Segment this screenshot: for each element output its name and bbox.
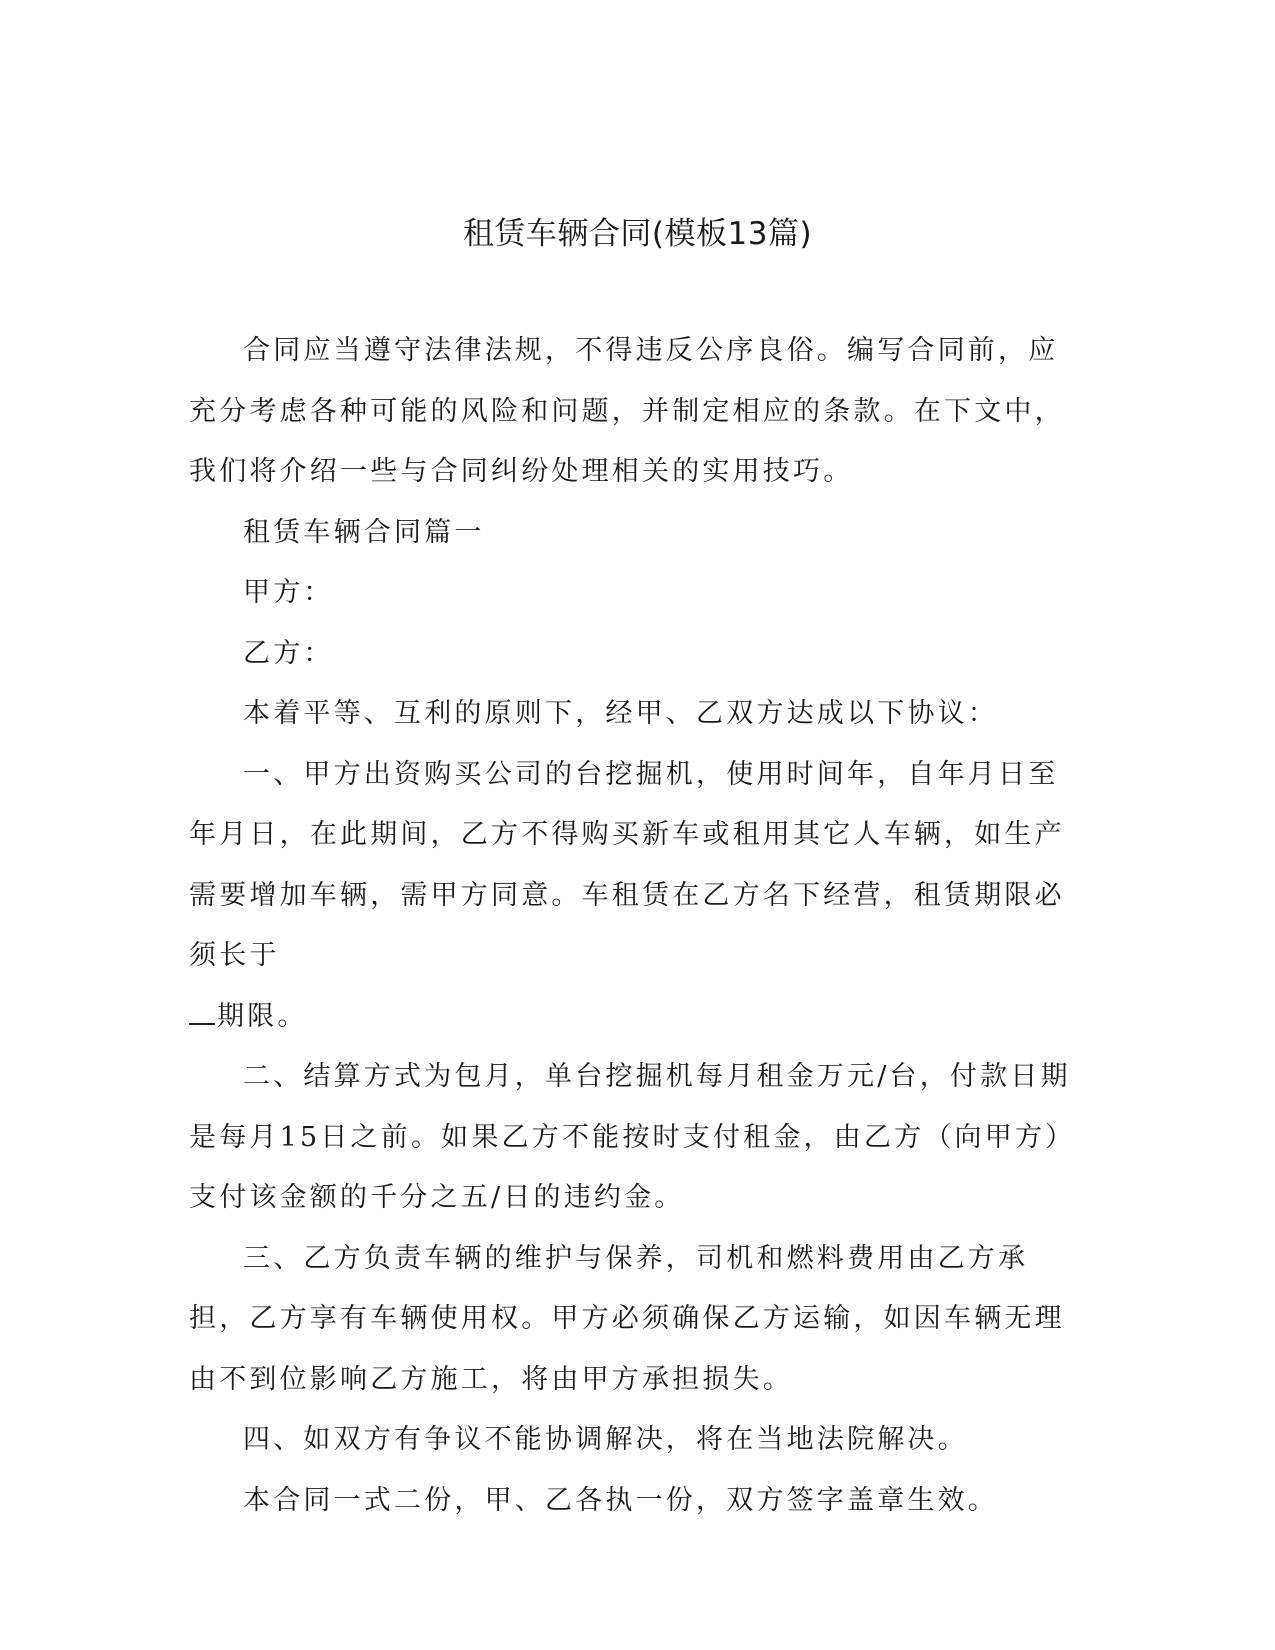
party-a-line: 甲方： [243, 577, 334, 608]
section-heading: 租赁车辆合同篇一 [243, 516, 485, 548]
closing-paragraph: 本合同一式二份，甲、乙各执一份，双方签字盖章生效。 [243, 1484, 998, 1516]
party-b-line: 乙方： [243, 637, 334, 669]
clause-1-tail-text: 期限。 [217, 1000, 308, 1032]
blank-underline [189, 1001, 215, 1025]
clause-1-paragraph: 一、甲方出资购买公司的台挖掘机，使用时间年，自年月日至年月日，在此期间，乙方不得购买新车或租用其它人车辆，如生产需要增加车辆，需甲方同意。车租赁在乙方名下经营，租赁期限必须长于 [189, 758, 1065, 971]
clause-4-paragraph: 四、如双方有争议不能协调解决，将在当地法院解决。 [243, 1424, 968, 1455]
clause-1-tail-line [189, 987, 1082, 1048]
clause-2-paragraph: 二、结算方式为包月，单台挖掘机每月租金万元/台，付款日期是每月15日之前。如果乙方不能按时支付租金，由乙方（向甲方）支付该金额的千分之五/日的违约金。 [189, 1061, 1076, 1213]
preamble-paragraph: 本着平等、互利的原则下，经甲、乙双方达成以下协议： [243, 698, 998, 729]
document-title: 租赁车辆合同(模板13篇) [462, 216, 813, 252]
clause-3-paragraph: 三、乙方负责车辆的维护与保养，司机和燃料费用由乙方承担，乙方享有车辆使用权。甲方必须确保乙方运输，如因车辆无理由不到位影响乙方施工，将由甲方承担损失。 [189, 1242, 1065, 1395]
intro-paragraph: 合同应当遵守法律法规，不得违反公序良俗。编写合同前，应充分考虑各种可能的风险和问题，并制定相应的条款。在下文中，我们将介绍一些与合同纠纷处理相关的实用技巧。 [189, 335, 1065, 487]
document-body [189, 321, 1082, 1531]
